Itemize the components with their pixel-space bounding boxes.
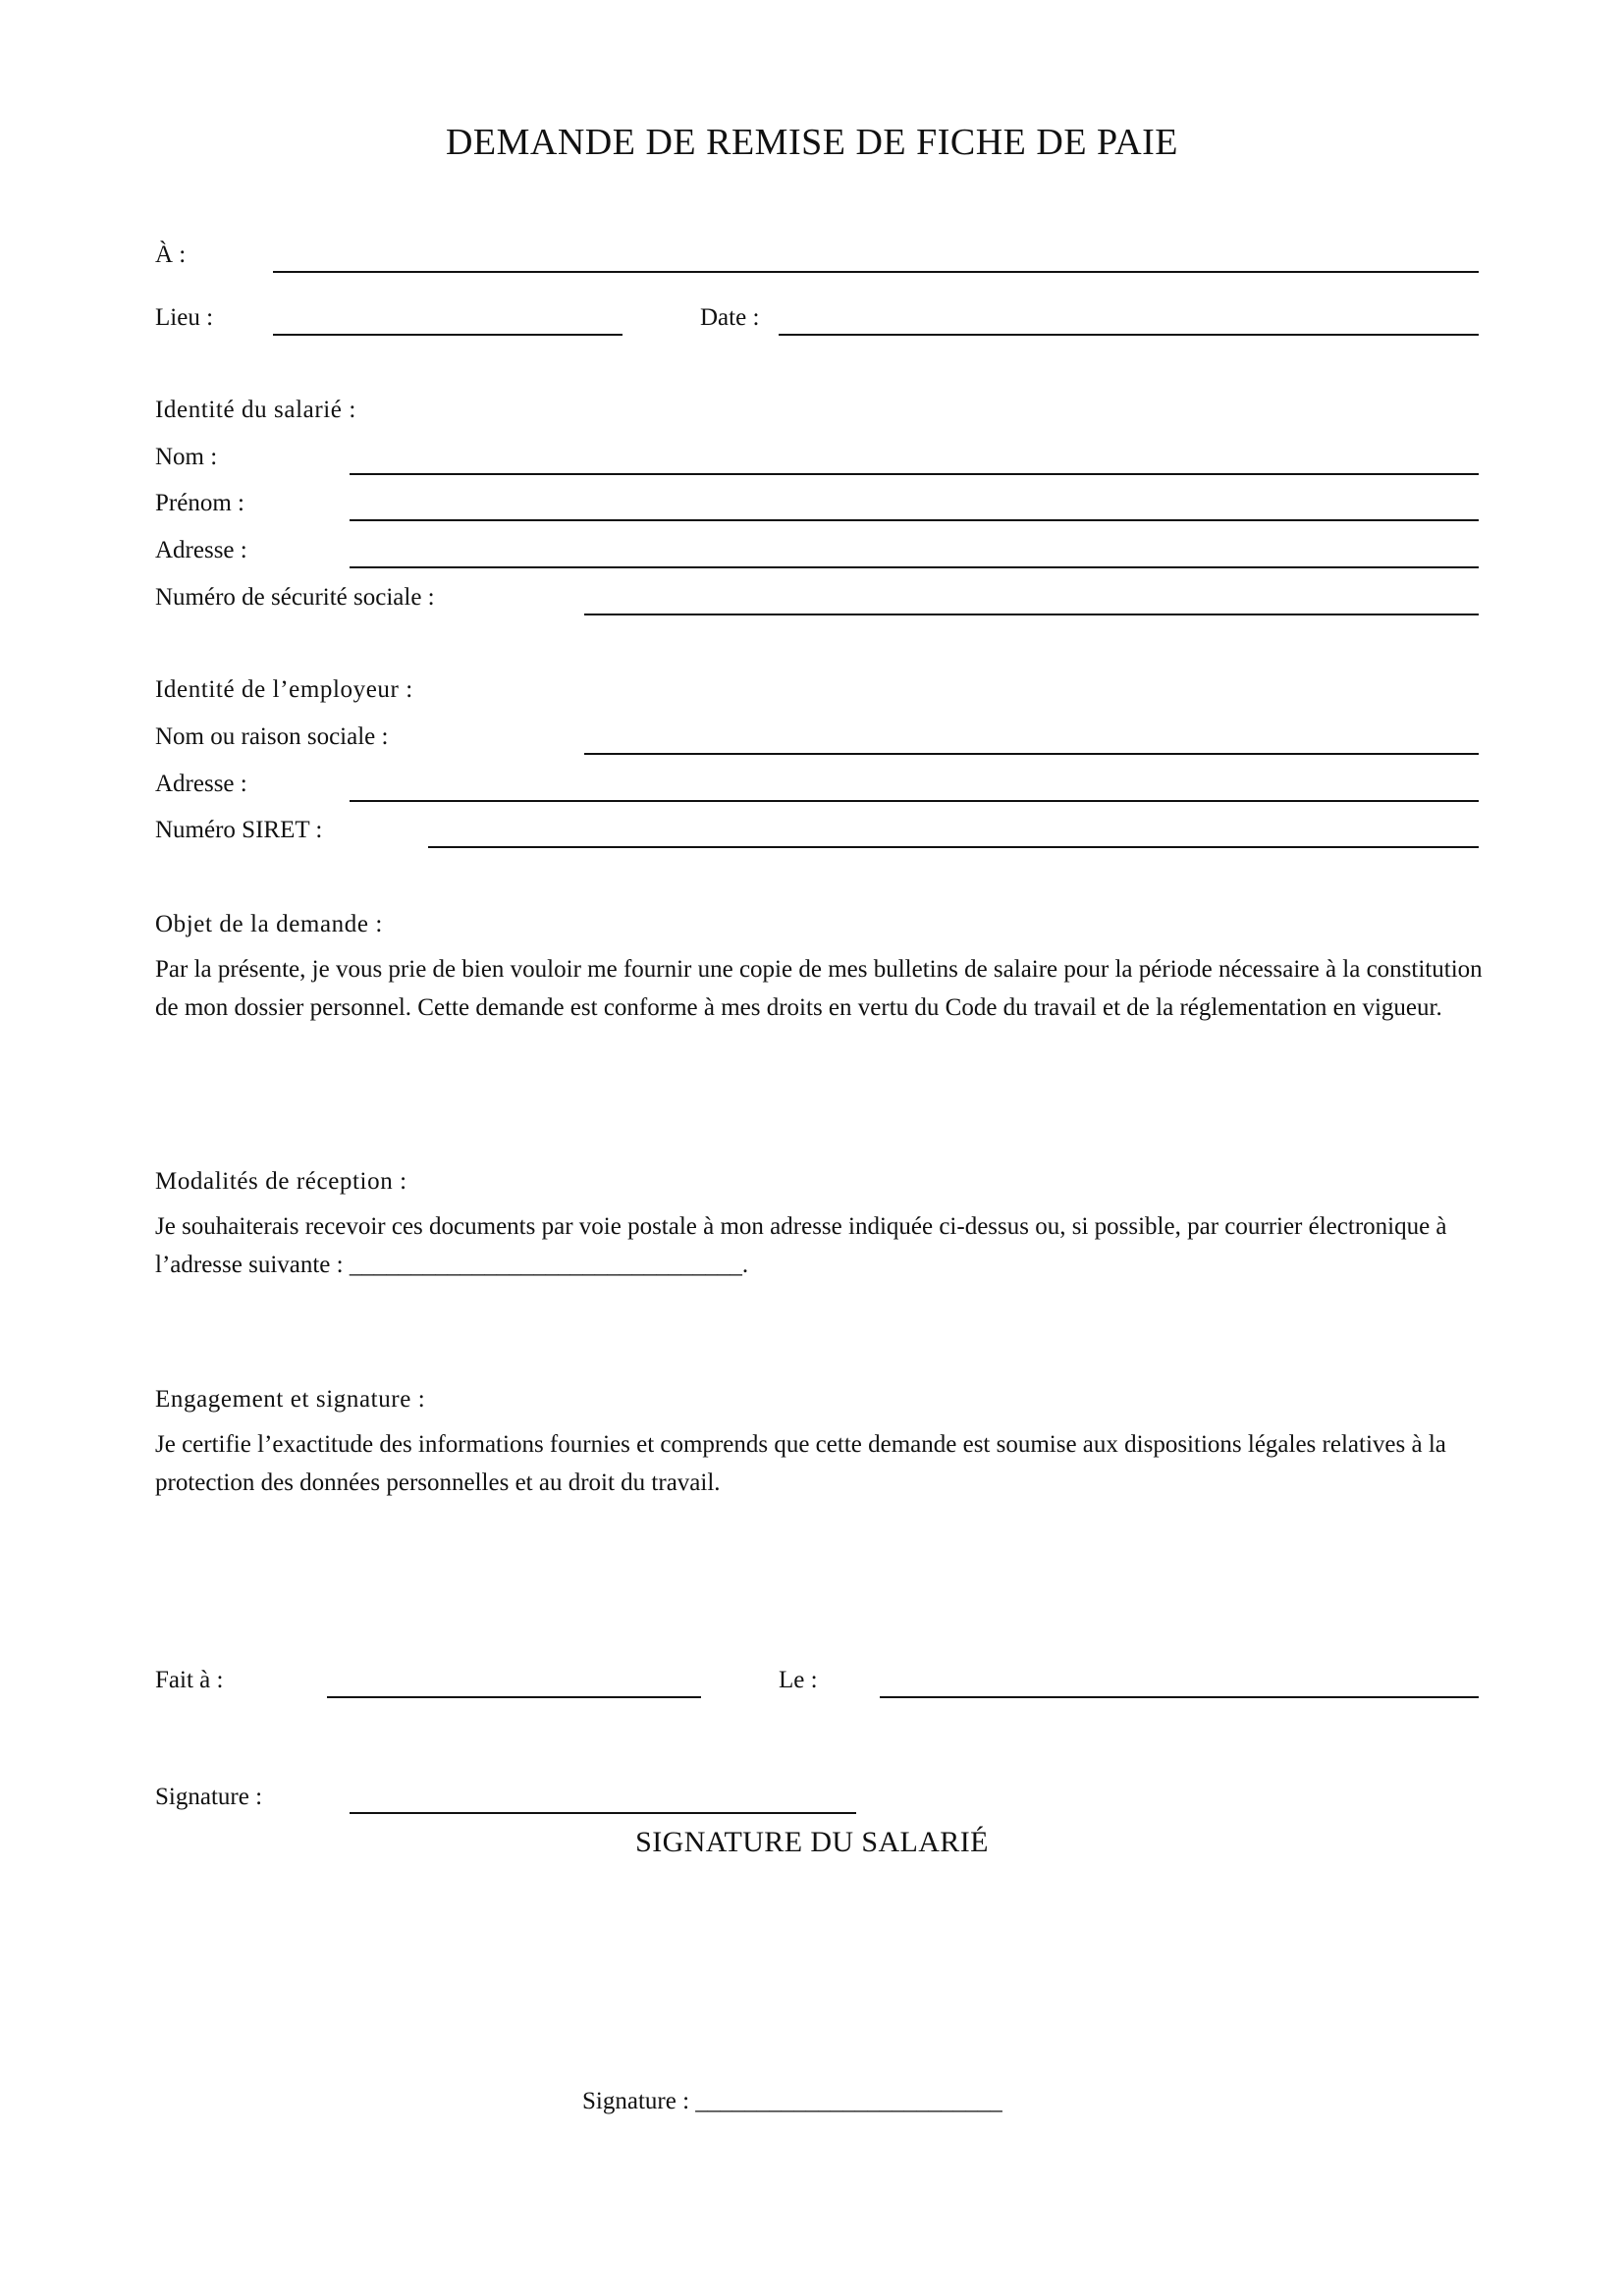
modalites-heading: Modalités de réception : <box>155 1168 407 1195</box>
a-field[interactable] <box>273 271 1479 273</box>
lieu-label: Lieu : <box>155 304 214 331</box>
salarie-prenom-label: Prénom : <box>155 490 244 516</box>
objet-text: Par la présente, je vous prie de bien vouloir me fournir une copie de mes bulletins de salaire pour la période nécessaire à la constitution de mon dossier personnel. Cette demande est conforme à mes droits en vertu du Code du travail et de la réglementation en vigueur. <box>155 956 1483 1021</box>
a-label: À : <box>155 241 187 268</box>
salarie-secu-field[interactable] <box>584 614 1479 615</box>
date-label: Date : <box>700 304 760 331</box>
employeur-heading: Identité de l’employeur : <box>155 676 413 703</box>
signature-field[interactable] <box>350 1812 856 1814</box>
employeur-raison-label: Nom ou raison sociale : <box>155 723 389 750</box>
page-title: DEMANDE DE REMISE DE FICHE DE PAIE <box>445 122 1179 163</box>
signature-label: Signature : <box>155 1784 263 1810</box>
le-field[interactable] <box>880 1696 1479 1698</box>
salarie-nom-label: Nom : <box>155 444 218 470</box>
employeur-adresse-field[interactable] <box>350 800 1479 802</box>
fait-label: Fait à : <box>155 1667 224 1693</box>
bottom-signature: Signature : _________________________ <box>582 2088 1002 2114</box>
lieu-field[interactable] <box>273 334 623 336</box>
modalites-text: Je souhaiterais recevoir ces documents par voie postale à mon adresse indiquée ci-dessus ou, si possible, par courrier électronique à l’adresse suivante : ________________________________. <box>155 1213 1447 1278</box>
salarie-heading: Identité du salarié : <box>155 397 356 423</box>
employeur-raison-field[interactable] <box>584 753 1479 755</box>
objet-heading: Objet de la demande : <box>155 911 383 937</box>
employeur-siret-field[interactable] <box>428 846 1479 848</box>
salarie-secu-label: Numéro de sécurité sociale : <box>155 584 435 611</box>
salarie-adresse-label: Adresse : <box>155 537 247 563</box>
date-field[interactable] <box>779 334 1479 336</box>
signature-caption: SIGNATURE DU SALARIÉ <box>635 1826 989 1858</box>
le-label: Le : <box>779 1667 818 1693</box>
employeur-siret-label: Numéro SIRET : <box>155 817 323 843</box>
employeur-adresse-label: Adresse : <box>155 771 247 797</box>
salarie-nom-field[interactable] <box>350 473 1479 475</box>
fait-field[interactable] <box>327 1696 701 1698</box>
engagement-heading: Engagement et signature : <box>155 1386 426 1413</box>
salarie-prenom-field[interactable] <box>350 519 1479 521</box>
salarie-adresse-field[interactable] <box>350 566 1479 568</box>
engagement-text: Je certifie l’exactitude des informations fournies et comprends que cette demande est soumise aux dispositions légales relatives à la protection des données personnelles et au droit du travail. <box>155 1431 1446 1496</box>
